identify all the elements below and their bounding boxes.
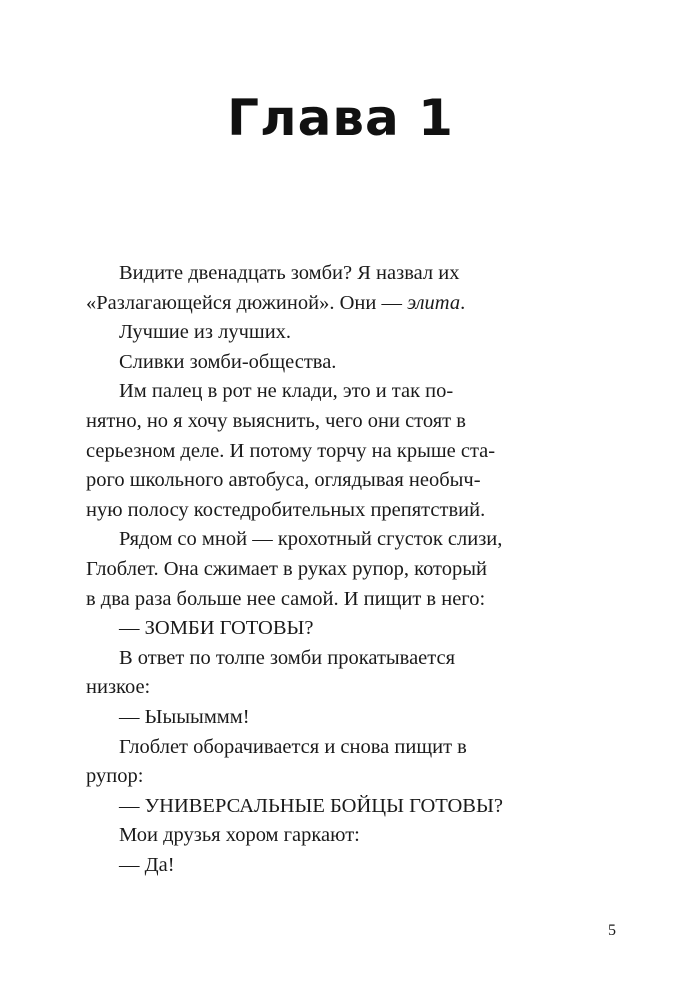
text-run: рого школьного автобуса, оглядывая необыч- bbox=[86, 469, 481, 492]
body-text bbox=[86, 259, 601, 880]
text-line bbox=[86, 733, 601, 763]
text-run: . bbox=[460, 291, 466, 314]
text-line bbox=[86, 555, 601, 585]
text-run: — Ыыыыммм! bbox=[119, 705, 250, 728]
text-run: Лучшие из лучших. bbox=[119, 321, 292, 344]
page-number: 5 bbox=[608, 922, 616, 939]
text-line bbox=[86, 289, 601, 319]
chapter-title: Глава 1 bbox=[227, 89, 454, 147]
text-line bbox=[86, 437, 601, 467]
text-run: — УНИВЕРСАЛЬНЫЕ БОЙЦЫ ГОТОВЫ? bbox=[119, 794, 503, 817]
text-line bbox=[86, 466, 601, 496]
text-run: В ответ по толпе зомби прокатывается bbox=[119, 646, 456, 669]
text-line bbox=[86, 703, 601, 733]
text-run: ную полосу костедробительных препятствий. bbox=[86, 498, 486, 521]
text-run: — Да! bbox=[119, 853, 175, 876]
text-run: Мои друзья хором гаркают: bbox=[119, 824, 360, 847]
text-run: в два раза больше нее самой. И пищит в него: bbox=[86, 587, 486, 610]
text-run: рупор: bbox=[86, 765, 144, 788]
text-line bbox=[86, 407, 601, 437]
text-run: серьезном деле. И потому торчу на крыше ста- bbox=[86, 439, 496, 462]
text-line bbox=[86, 585, 601, 615]
text-line bbox=[86, 673, 601, 703]
text-line bbox=[86, 614, 601, 644]
emphasized-text: элита bbox=[407, 291, 461, 314]
text-line bbox=[86, 851, 601, 881]
text-run: «Разлагающейся дюжиной». Они — bbox=[86, 291, 408, 314]
text-line bbox=[86, 496, 601, 526]
text-line bbox=[86, 821, 601, 851]
text-run: Им палец в рот не клади, это и так по- bbox=[119, 380, 454, 403]
text-line bbox=[86, 792, 601, 822]
text-line bbox=[86, 762, 601, 792]
text-run: Рядом со мной — крохотный сгусток слизи, bbox=[119, 528, 503, 551]
text-run: — ЗОМБИ ГОТОВЫ? bbox=[119, 617, 314, 640]
text-line bbox=[86, 259, 601, 289]
text-run: Глоблет оборачивается и снова пищит в bbox=[119, 735, 467, 758]
text-run: Видите двенадцать зомби? Я назвал их bbox=[119, 262, 460, 284]
text-line bbox=[86, 525, 601, 555]
text-line bbox=[86, 348, 601, 378]
text-run: нятно, но я хочу выяснить, чего они стоят в bbox=[86, 409, 466, 432]
text-run: Сливки зомби-общества. bbox=[119, 350, 337, 373]
text-line bbox=[86, 644, 601, 674]
text-line bbox=[86, 377, 601, 407]
text-run: Глоблет. Она сжимает в руках рупор, который bbox=[86, 557, 487, 580]
text-line bbox=[86, 318, 601, 348]
text-run: низкое: bbox=[86, 676, 151, 699]
